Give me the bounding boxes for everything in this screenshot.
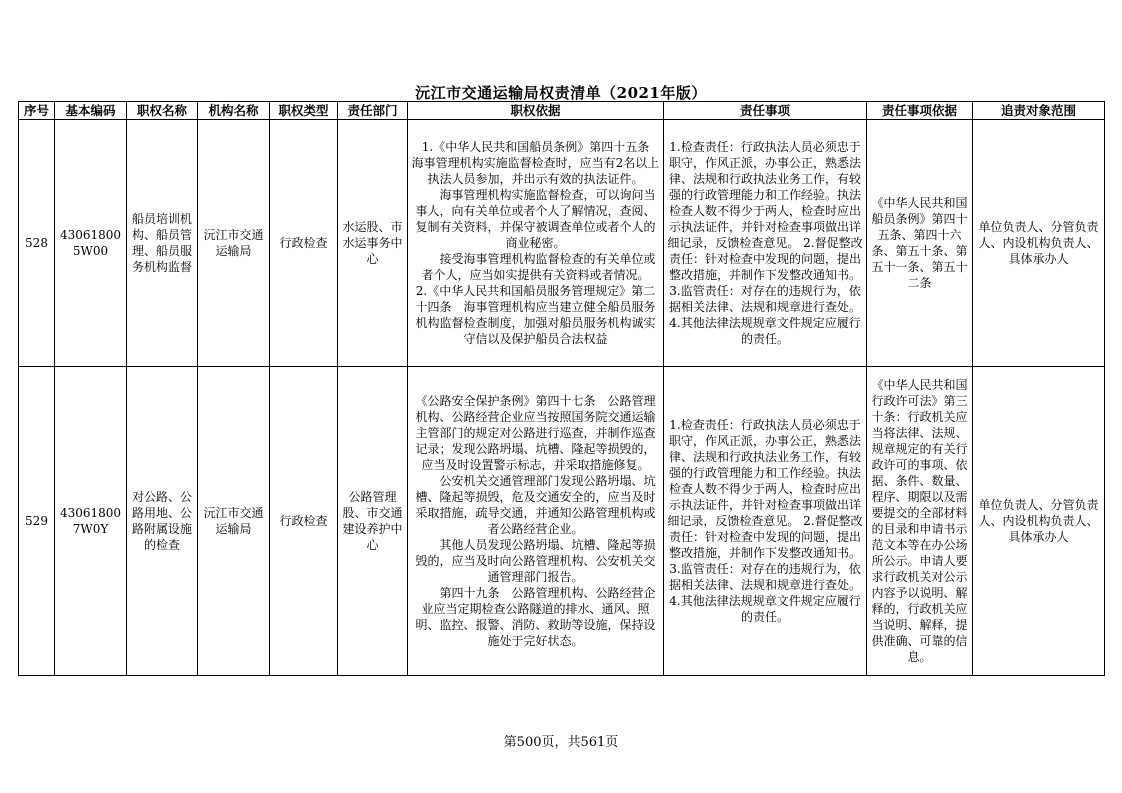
responsibility-table [18,101,1105,676]
cell-org: 沅江市交通运输局 [198,120,270,367]
cell-name: 对公路、公路用地、公路附属设施的检查 [127,367,198,676]
col-header-type: 职权类型 [270,102,338,120]
cell-dept: 水运股、市水运事务中心 [338,120,408,367]
col-header-basis: 职权依据 [408,102,664,120]
col-header-duty-basis: 责任事项依据 [867,102,973,120]
table-row [19,367,1105,676]
cell-type: 行政检查 [270,120,338,367]
cell-seq: 528 [19,120,55,367]
col-header-dept: 责任部门 [338,102,408,120]
col-header-org: 机构名称 [198,102,270,120]
page-number: 第500页，共561页 [503,735,619,750]
cell-type: 行政检查 [270,367,338,676]
cell-basis: 1.《中华人民共和国船员条例》第四十五条 海事管理机构实施监督检查时，应当有2名以上执法人员参加，并出示有效的执法证件。 海事管理机构实施监督检查，可以询问当事人，向有关单位或者个人了解情况，查阅、复制有关资料，并保守被调查单位或者个人的商业秘密。 接受海事管理机构监督检查的有关单位或者个人，应当如实提供有关资料或者情况。 2.《中华人民共和国船员服务管理规定》第二十四条 海事管理机构应当建立健全船员服务机构监督检查制度，加强对船员服务机构诚实守信以及保护船员合法权益 [408,120,664,367]
cell-org: 沅江市交通运输局 [198,367,270,676]
col-header-duty: 责任事项 [664,102,867,120]
cell-duty: 1.检查责任：行政执法人员必须忠于职守，作风正派，办事公正，熟悉法律、法规和行政执法业务工作，有较强的行政管理能力和工作经验。执法检查人数不得少于两人，检查时应出示执法证件，并针对检查事项做出详细记录，反馈检查意见。 2.督促整改责任：针对检查中发现的问题，提出整改措施，并制作下发整改通知书。 3.监管责任：对存在的违规行为，依据相关法律、法规和规章进行查处。 4.其他法律法规规章文件规定应履行的责任。 [664,367,867,676]
col-header-code: 基本编码 [55,102,127,120]
cell-code: 430618007W0Y [55,367,127,676]
table-row [19,120,1105,367]
cell-duty-basis: 《中华人民共和国船员条例》第四十五条、第四十六条、第五十条、第五十一条、第五十二条 [867,120,973,367]
cell-basis: 《公路安全保护条例》第四十七条 公路管理机构、公路经营企业应当按照国务院交通运输主管部门的规定对公路进行巡查，并制作巡查记录；发现公路坍塌、坑槽、隆起等损毁的，应当及时设置警示标志，并采取措施修复。 公安机关交通管理部门发现公路坍塌、坑槽、隆起等损毁，危及交通安全的，应当及时采取措施，疏导交通，并通知公路管理机构或者公路经营企业。 其他人员发现公路坍塌、坑槽、隆起等损毁的，应当及时向公路管理机构、公安机关交通管理部门报告。 第四十九条 公路管理机构、公路经营企业应当定期检查公路隧道的排水、通风、照明、监控、报警、消防、救助等设施，保持设施处于完好状态。 [408,367,664,676]
cell-name: 船员培训机构、船员管理、船员服务机构监督 [127,120,198,367]
col-header-accountability: 追责对象范围 [973,102,1105,120]
cell-duty-basis: 《中华人民共和国行政许可法》第三十条：行政机关应当将法律、法规、规章规定的有关行政许可的事项、依据、条件、数量、程序、期限以及需要提交的全部材料的目录和申请书示范文本等在办公场所公示。申请人要求行政机关对公示内容予以说明、解释的，行政机关应当说明、解释，提供准确、可靠的信息。 [867,367,973,676]
col-header-seq: 序号 [19,102,55,120]
cell-seq: 529 [19,367,55,676]
col-header-name: 职权名称 [127,102,198,120]
header-row [19,102,1105,120]
document-title: 沅江市交通运输局权责清单（2021年版） [415,84,707,102]
cell-duty: 1.检查责任：行政执法人员必须忠于职守，作风正派，办事公正，熟悉法律、法规和行政执法业务工作，有较强的行政管理能力和工作经验。执法检查人数不得少于两人，检查时应出示执法证件，并针对检查事项做出详细记录，反馈检查意见。 2.督促整改责任：针对检查中发现的问题，提出整改措施，并制作下发整改通知书。 3.监管责任：对存在的违规行为，依据相关法律、法规和规章进行查处。 4.其他法律法规规章文件规定应履行的责任。 [664,120,867,367]
cell-code: 430618005W00 [55,120,127,367]
cell-accountability: 单位负责人、分管负责人、内设机构负责人、具体承办人 [973,120,1105,367]
cell-dept: 公路管理股、市交通建设养护中心 [338,367,408,676]
cell-accountability: 单位负责人、分管负责人、内设机构负责人、具体承办人 [973,367,1105,676]
